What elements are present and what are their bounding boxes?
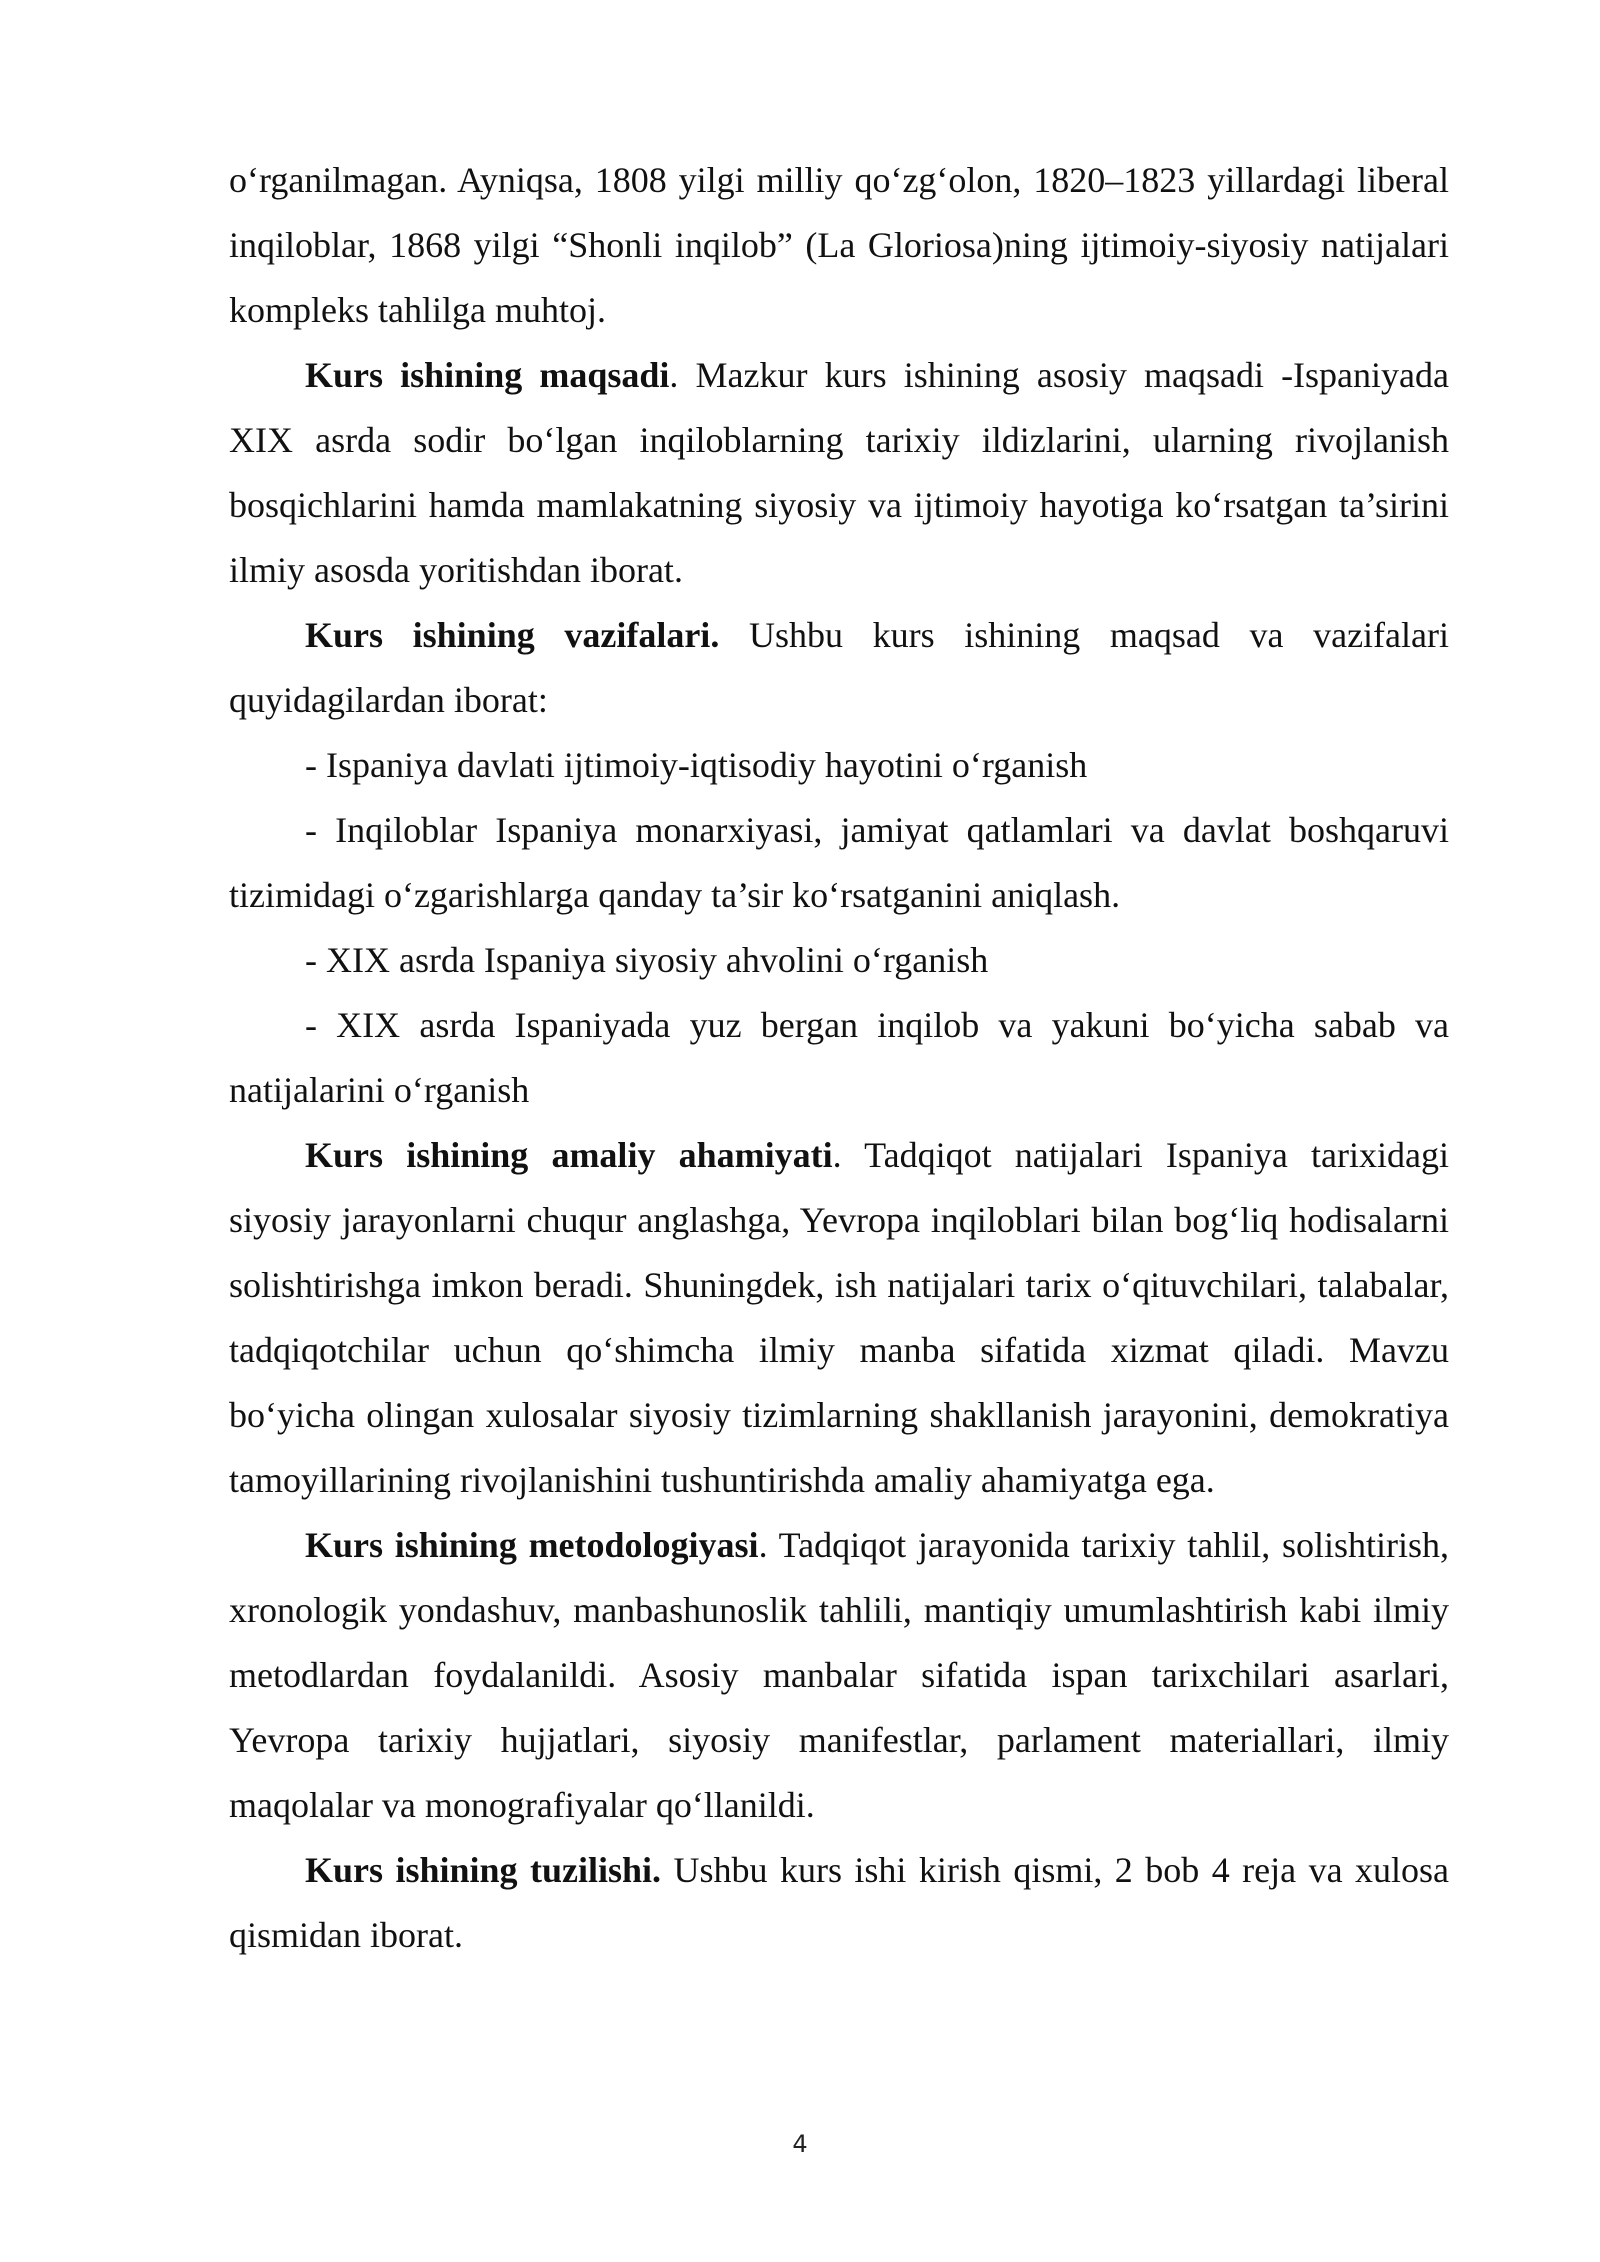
intro-paragraph: o‘rganilmagan. Ayniqsa, 1808 yilgi milliy qo‘zg‘olon, 1820–1823 yillardagi liberal inqiloblar, 1868 yilgi “Shonli inqilob” (La Gloriosa)ning ijtimoiy-siyosiy natijalari kompleks tahlilga muhtoj.: [229, 160, 1449, 330]
task-item: - XIX asrda Ispaniya siyosiy ahvolini o‘rganish: [305, 940, 989, 980]
methodology-text: . Tadqiqot jarayonida tarixiy tahlil, solishtirish, xronologik yondashuv, manbashunoslik tahlili, mantiqiy umumlashtirish kabi ilmiy metodlardan foydalanildi. Asosiy manbalar sifatida ispan tarixchilari asarlari, Yevropa tarixiy hujjatlari, siyosiy manifestlar, parlament materiallari, ilmiy maqolalar va monografiyalar qo‘llanildi.: [229, 1525, 1449, 1825]
tasks-paragraph: [229, 603, 1449, 733]
structure-paragraph: [229, 1838, 1449, 1968]
task-item: - XIX asrda Ispaniyada yuz bergan inqilob va yakuni bo‘yicha sabab va natijalarini o‘rganish: [229, 1005, 1449, 1110]
practical-paragraph: [229, 1123, 1449, 1513]
structure-text: Ushbu kurs ishi kirish qismi, 2 bob 4 reja va xulosa qismidan iborat.: [229, 1850, 1449, 1955]
goal-text: . Mazkur kurs ishining asosiy maqsadi -Ispaniyada XIX asrda sodir bo‘lgan inqiloblarning tarixiy ildizlarini, ularning rivojlanish bosqichlarini hamda mamlakatning siyosiy va ijtimoiy hayotiga ko‘rsatgan ta’sirini ilmiy asosda yoritishdan iborat.: [229, 355, 1449, 590]
task-item: - Ispaniya davlati ijtimoiy-iqtisodiy hayotini o‘rganish: [305, 745, 1088, 785]
practical-text: . Tadqiqot natijalari Ispaniya tarixidagi siyosiy jarayonlarni chuqur anglashga, Yevropa inqiloblari bilan bog‘liq hodisalarni solishtirishga imkon beradi. Shuningdek, ish natijalari tarix o‘qituvchilari, talabalar, tadqiqotchilar uchun qo‘shimcha ilmiy manba sifatida xizmat qiladi. Mavzu bo‘yicha olingan xulosalar siyosiy tizimlarning shakllanish jarayonini, demokratiya tamoyillarining rivojlanishini tushuntirishda amaliy ahamiyatga ega.: [229, 1135, 1449, 1500]
practical-heading: Kurs ishining amaliy ahamiyati: [305, 1135, 833, 1175]
methodology-paragraph: [229, 1513, 1449, 1838]
tasks-text: Ushbu kurs ishining maqsad va vazifalari quyidagilardan iborat:: [229, 615, 1449, 720]
goal-heading: Kurs ishining maqsadi: [305, 355, 670, 395]
page-number: 4: [792, 2130, 808, 2158]
tasks-heading: Kurs ishining vazifalari.: [305, 615, 720, 655]
task-item: - Inqiloblar Ispaniya monarxiyasi, jamiyat qatlamlari va davlat boshqaruvi tizimidagi o‘zgarishlarga qanday ta’sir ko‘rsatganini aniqlash.: [229, 810, 1449, 915]
methodology-heading: Kurs ishining metodologiyasi: [305, 1525, 759, 1565]
structure-heading: Kurs ishining tuzilishi.: [305, 1850, 662, 1890]
document-page: [229, 148, 1449, 1968]
goal-paragraph: [229, 343, 1449, 603]
